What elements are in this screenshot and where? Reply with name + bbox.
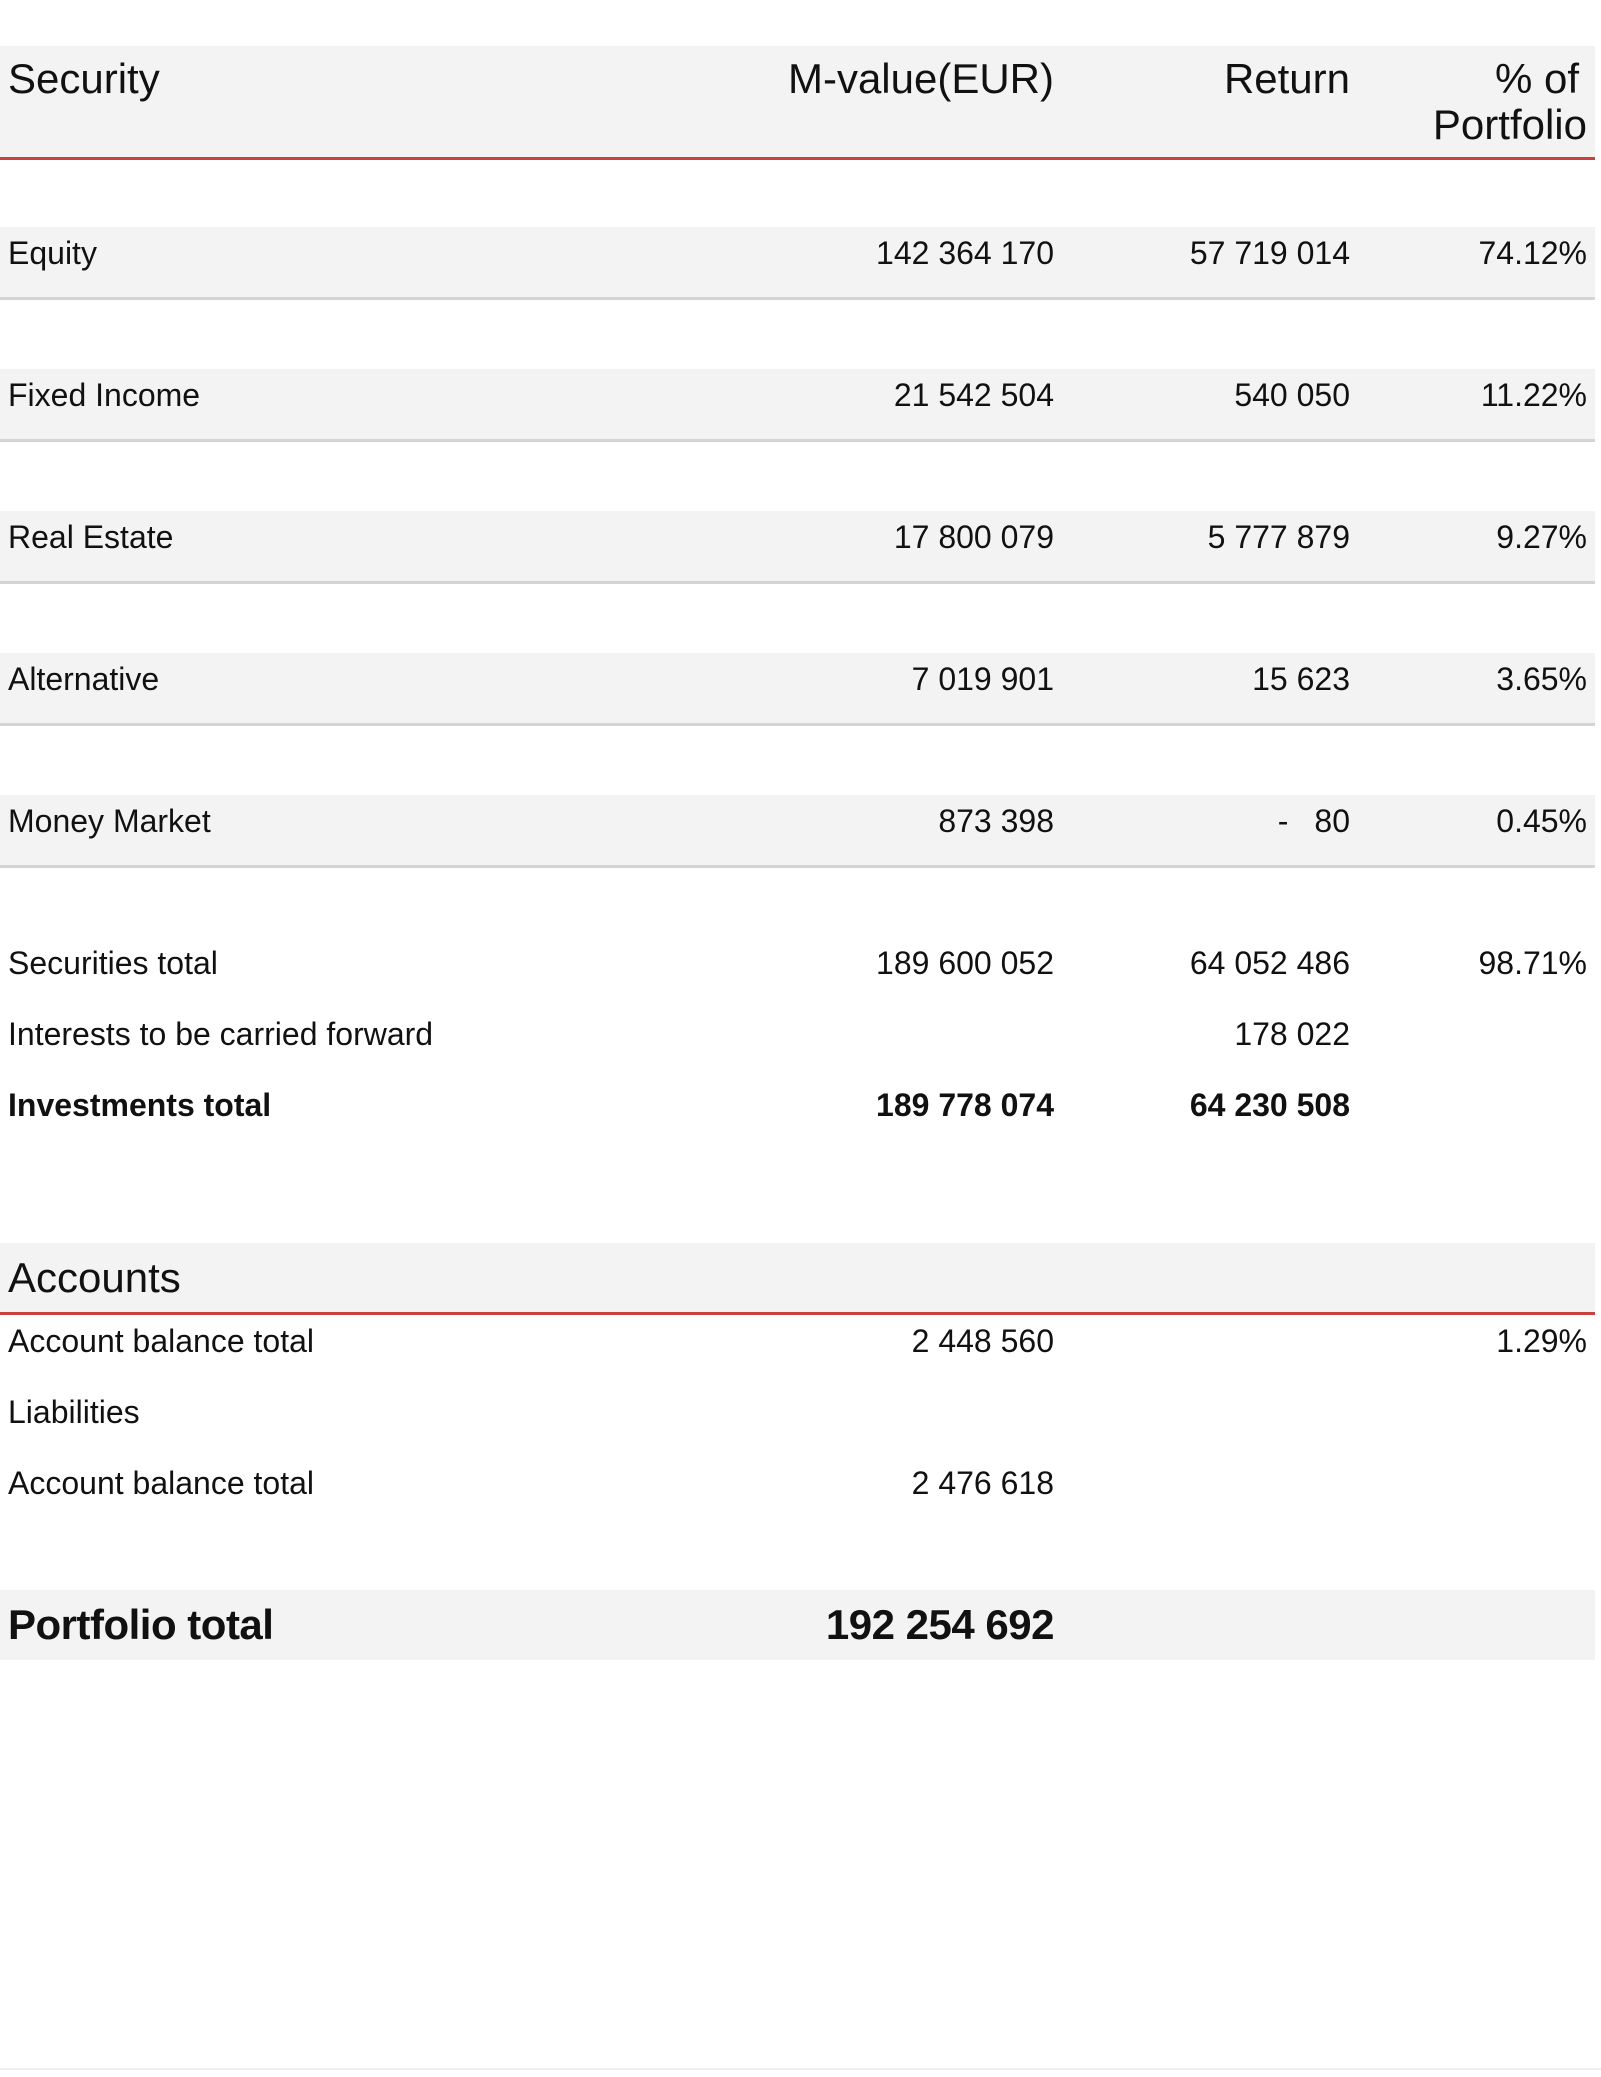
liabilities-label: Liabilities	[8, 1394, 140, 1430]
row-pct: 11.22%	[1480, 377, 1587, 413]
page-divider	[0, 2068, 1601, 2070]
investments-total-mvalue: 189 778 074	[876, 1087, 1054, 1123]
investments-total-return: 64 230 508	[1189, 1087, 1350, 1123]
row-mvalue: 873 398	[938, 803, 1054, 839]
row-mvalue: 142 364 170	[876, 235, 1054, 271]
securities-total-return: 64 052 486	[1189, 945, 1350, 981]
row-label: Equity	[8, 235, 97, 271]
row-return: 15 623	[1252, 661, 1350, 697]
header-security: Security	[8, 55, 160, 102]
header-return: Return	[1223, 55, 1350, 102]
investments-total-row	[0, 1079, 1595, 1139]
row-label: Real Estate	[8, 519, 174, 555]
row-pct: 3.65%	[1496, 661, 1587, 697]
securities-total-mvalue: 189 600 052	[876, 945, 1054, 981]
row-mvalue: 17 800 079	[893, 519, 1054, 555]
table-header	[0, 46, 1595, 160]
table-row	[0, 653, 1595, 726]
portfolio-total-row	[0, 1590, 1595, 1660]
row-return: 57 719 014	[1189, 235, 1350, 271]
row-return: 540 050	[1234, 377, 1350, 413]
account-balance-mvalue: 2 448 560	[911, 1323, 1054, 1359]
row-pct: 0.45%	[1496, 803, 1587, 839]
return-sign: -	[1277, 803, 1289, 839]
accounts-title: Accounts	[8, 1254, 181, 1301]
account-balance-row	[0, 1315, 1595, 1375]
securities-total-label: Securities total	[8, 945, 218, 981]
row-return	[1278, 805, 1350, 837]
return-value: 80	[1314, 803, 1350, 839]
liabilities-balance-label: Account balance total	[8, 1465, 314, 1501]
portfolio-total-mvalue: 192 254 692	[825, 1601, 1054, 1648]
portfolio-total-label: Portfolio total	[8, 1601, 274, 1648]
liabilities-balance-mvalue: 2 476 618	[911, 1465, 1054, 1501]
header-pct-line1: % of	[1494, 55, 1579, 102]
table-row	[0, 227, 1595, 300]
header-mvalue: M-value(EUR)	[787, 55, 1054, 102]
interests-return: 178 022	[1234, 1016, 1350, 1052]
investments-total-label: Investments total	[8, 1087, 272, 1123]
row-return: 5 777 879	[1207, 519, 1350, 555]
liabilities-row	[0, 1386, 1595, 1446]
securities-total-row	[0, 937, 1595, 997]
row-pct: 74.12%	[1478, 235, 1587, 271]
table-row	[0, 795, 1595, 868]
account-balance-label: Account balance total	[8, 1323, 314, 1359]
interests-row	[0, 1008, 1595, 1068]
row-mvalue: 21 542 504	[893, 377, 1054, 413]
liabilities-balance-row	[0, 1457, 1595, 1517]
interests-label: Interests to be carried forward	[8, 1016, 434, 1052]
row-mvalue: 7 019 901	[911, 661, 1054, 697]
accounts-header	[0, 1243, 1595, 1315]
account-balance-pct: 1.29%	[1496, 1323, 1587, 1359]
table-row	[0, 511, 1595, 584]
row-label: Alternative	[8, 661, 160, 697]
row-label: Fixed Income	[8, 377, 201, 413]
row-label: Money Market	[8, 803, 211, 839]
securities-total-pct: 98.71%	[1478, 945, 1587, 981]
table-row	[0, 369, 1595, 442]
header-pct-line2: Portfolio	[1432, 101, 1587, 148]
row-pct: 9.27%	[1496, 519, 1587, 555]
